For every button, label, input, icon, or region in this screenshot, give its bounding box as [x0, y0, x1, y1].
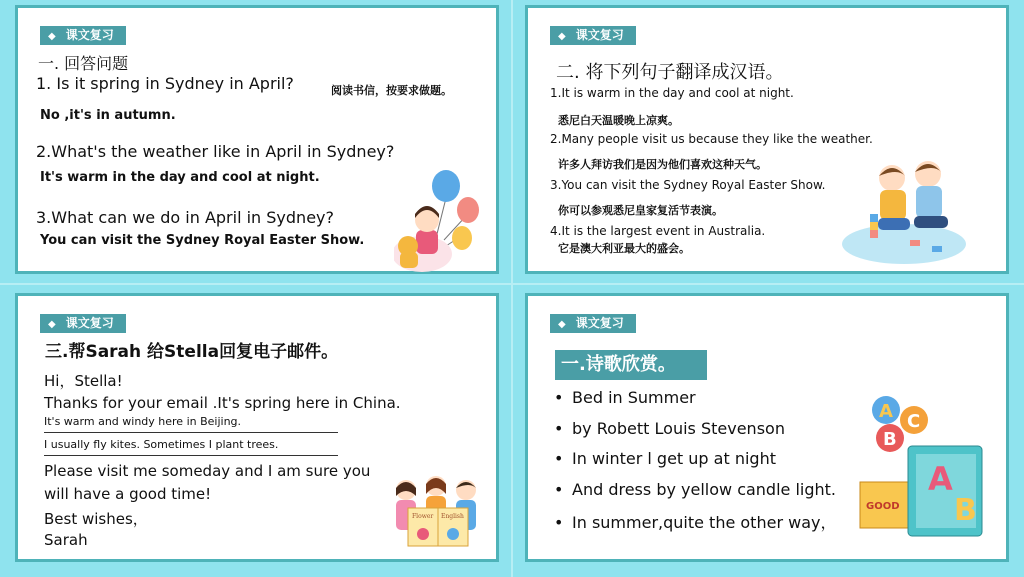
girl-balloons-illustration: [394, 168, 489, 273]
poem-title-box: 一.诗歌欣赏。: [555, 350, 707, 380]
review-tag: ◆ 课文复习: [40, 26, 126, 45]
review-tag: ◆ 课文复习: [550, 26, 636, 45]
slide-poem[interactable]: [525, 293, 1009, 562]
email-closing: Best wishes，: [44, 510, 148, 528]
answer-2: It's warm in the day and cool at night.: [40, 170, 320, 185]
slide-translate[interactable]: [525, 5, 1009, 274]
sentence-4: 4.It is the largest event in Australia.: [550, 224, 766, 238]
divider-vertical: [511, 0, 513, 577]
slide-email-reply[interactable]: [15, 293, 499, 562]
diamond-icon: ◆: [48, 319, 56, 330]
slide-heading: 二. 将下列句子翻译成汉语。: [556, 62, 784, 83]
book-text-left: Flower: [412, 513, 434, 520]
letter-b-bubble: B: [883, 429, 897, 450]
review-tag: ◆ 课文复习: [40, 314, 126, 333]
sentence-3: 3.You can visit the Sydney Royal Easter Show.: [550, 178, 826, 192]
question-3: 3.What can we do in April in Sydney?: [36, 208, 334, 227]
sentence-2: 2.Many people visit us because they like the weather.: [550, 132, 873, 146]
poem-line: • Bed in Summer: [554, 388, 696, 407]
email-line: Thanks for your email .It's spring here in China.: [44, 394, 401, 412]
email-line: will have a good time!: [44, 485, 212, 503]
translation-1: 悉尼白天温暖晚上凉爽。: [558, 114, 679, 127]
email-signature: Sarah: [44, 531, 88, 549]
instruction-note: 阅读书信，按要求做题。: [331, 84, 452, 97]
slide-heading: 一. 回答问题: [38, 54, 129, 73]
underline: [44, 432, 338, 433]
email-fill-1: It's warm and windy here in Beijing.: [44, 415, 242, 428]
poem-line: • by Robett Louis Stevenson: [554, 419, 785, 438]
email-line: Please visit me someday and I am sure you: [44, 462, 371, 480]
question-2: 2.What's the weather like in April in Sydney?: [36, 142, 395, 161]
abc-books-illustration: [856, 392, 986, 542]
letter-a-book: A: [928, 460, 953, 498]
answer-1: No ,it's in autumn.: [40, 108, 176, 123]
boys-playing-illustration: [840, 148, 968, 266]
letter-b-book: B: [954, 493, 977, 528]
sentence-1: 1.It is warm in the day and cool at night.: [550, 86, 794, 100]
diamond-icon: ◆: [48, 31, 56, 42]
book-text-right: English: [441, 513, 464, 520]
poem-line: • In winter l get up at night: [554, 449, 776, 468]
slide-heading: 三.帮Sarah 给Stella回复电子邮件。: [45, 342, 339, 362]
translation-4: 它是澳大利亚最大的盛会。: [558, 242, 690, 255]
letter-c-bubble: C: [907, 411, 921, 432]
email-greeting: Hi，Stella!: [44, 372, 123, 390]
letter-a-bubble: A: [879, 401, 893, 422]
diamond-icon: ◆: [558, 319, 566, 330]
question-1: 1. Is it spring in Sydney in April?: [36, 74, 294, 93]
answer-3: You can visit the Sydney Royal Easter Show.: [40, 233, 365, 248]
underline: [44, 455, 338, 456]
poem-line: • In summer,quite the other way，: [554, 513, 837, 532]
poem-line: • And dress by yellow candle light.: [554, 480, 837, 499]
translation-2: 许多人拜访我们是因为他们喜欢这种天气。: [558, 158, 767, 171]
review-tag: ◆ 课文复习: [550, 314, 636, 333]
divider-horizontal: [0, 283, 1024, 285]
diamond-icon: ◆: [558, 31, 566, 42]
translation-3: 你可以参观悉尼皇家复活节表演。: [558, 204, 723, 217]
kids-reading-illustration: [388, 472, 484, 552]
email-fill-2: I usually fly kites. Sometimes I plant trees.: [44, 438, 279, 451]
good-book-label: GOOD: [866, 501, 900, 512]
slide-answer-questions[interactable]: [15, 5, 499, 274]
